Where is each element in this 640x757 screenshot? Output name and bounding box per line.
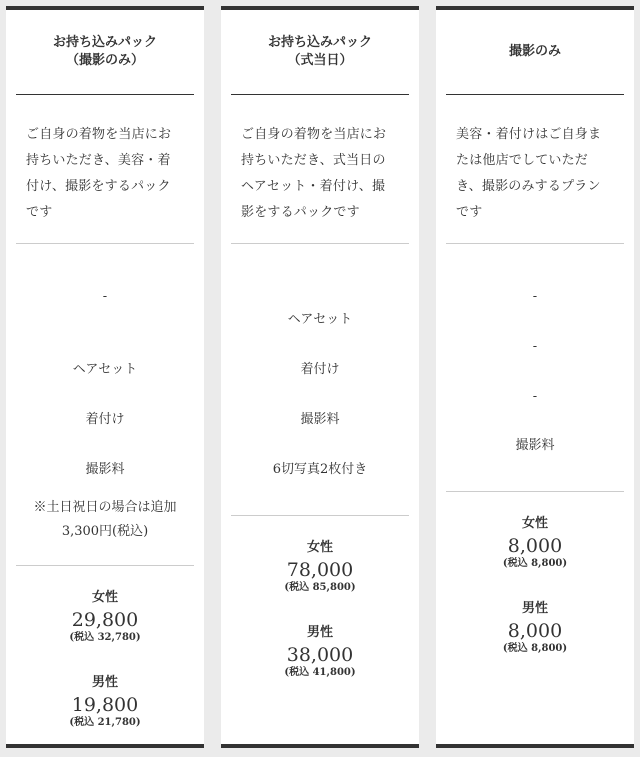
plan-title-line: （撮影のみ） [65,53,144,68]
plan-title [446,10,624,95]
price-label-female: 女性 [91,590,118,605]
price-tax-female: (税込 85,800) [284,582,356,593]
price-label-female: 女性 [306,540,333,555]
plan-card-bring-in-ceremony-day [221,6,419,748]
plan-title-line: お持ち込みパック [267,35,372,50]
plan-note: ※土日祝日の場合は追加 [33,500,177,515]
plan-item: - [532,339,538,354]
description-line: ご自身の着物を当店にお [26,127,172,142]
price-tax-female: (税込 8,800) [502,558,568,569]
plan-item: 着付け [85,412,125,427]
price-label-female: 女性 [521,516,548,531]
price-tax-male: (税込 8,800) [502,643,568,654]
plan-item: - [532,389,538,404]
plan-item: 撮影料 [85,462,125,477]
price-tax-female: (税込 32,780) [69,632,141,643]
price-label-male: 男性 [306,625,333,640]
plan-title-line: お持ち込みパック [52,35,157,50]
plan-item: 着付け [300,362,340,377]
plan-title [16,10,194,95]
section-divider [231,515,409,516]
plan-title [231,10,409,95]
plan-item: - [532,289,538,304]
price-male: 8,000 [507,620,563,642]
price-female: 78,000 [286,559,354,581]
plan-description [16,94,194,244]
plan-item: 6切写真2枚付き [272,462,368,477]
description-line: 持ちいただき、美容・着 [26,153,171,168]
price-male: 19,800 [71,694,139,716]
plan-item: ヘアセット [72,362,138,377]
description-line: 付け、撮影をするパック [26,179,171,194]
price-tax-male: (税込 41,800) [284,667,356,678]
plan-title-line: 撮影のみ [508,44,561,59]
section-divider [446,491,624,492]
plan-card-photo-only [436,6,634,748]
plan-item: - [102,289,108,304]
plan-title-line: （式当日） [287,53,353,68]
description-line: き、撮影のみするプラン [456,179,601,194]
price-label-male: 男性 [91,675,118,690]
description-line: たは他店でしていただ [456,153,589,168]
description-line: です [456,205,483,220]
description-line: 美容・着付けはご自身ま [456,127,602,142]
plan-item: ヘアセット [287,312,353,327]
price-female: 29,800 [71,609,139,631]
description-line: 影をするパックです [241,205,360,220]
description-line: 持ちいただき、式当日の [241,153,386,168]
description-line: ご自身の着物を当店にお [241,127,387,142]
plan-description [446,94,624,244]
price-female: 8,000 [507,535,563,557]
plan-item: 撮影料 [515,438,555,453]
plan-card-bring-in-photo-only [6,6,204,748]
plan-item: 撮影料 [300,412,340,427]
description-line: ヘアセット・着付け、撮 [241,179,386,194]
price-tax-male: (税込 21,780) [69,717,141,728]
description-line: です [26,205,53,220]
plan-note: 3,300円(税込) [61,524,149,539]
plan-description [231,94,409,244]
price-male: 38,000 [286,644,354,666]
section-divider [16,565,194,566]
price-label-male: 男性 [521,601,548,616]
